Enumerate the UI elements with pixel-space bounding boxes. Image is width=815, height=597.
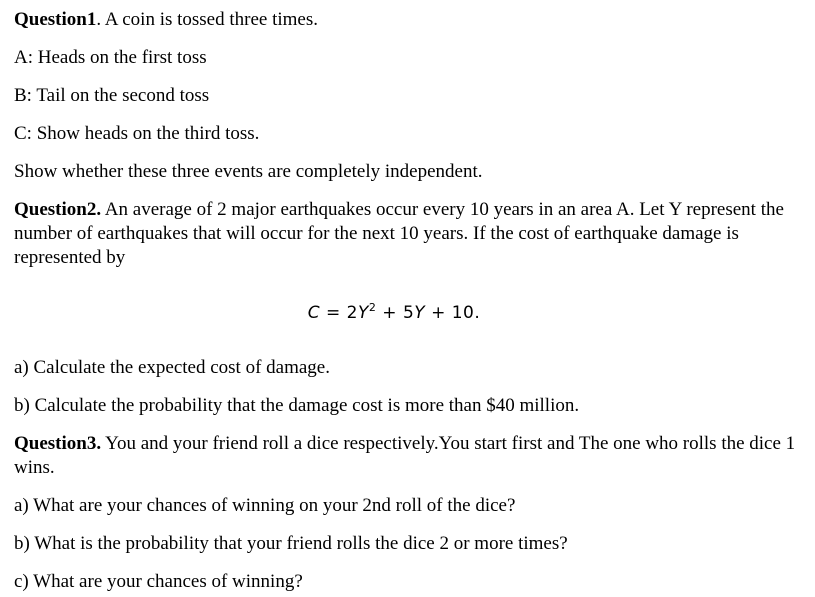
equation-plus2: + <box>431 303 446 323</box>
question3-part-b: b) What is the probability that your friend rolls the dice 2 or more times? <box>14 533 568 554</box>
question3-part-c: c) What are your chances of winning? <box>14 571 303 592</box>
question2-paragraph <box>14 198 804 270</box>
question3-paragraph <box>14 432 804 480</box>
equation-term2-var: Y <box>414 303 426 323</box>
equation-term1-exp: 2 <box>368 301 377 314</box>
question1-label: Question1 <box>14 9 97 30</box>
question1-intro: . A coin is tossed three times. <box>96 9 319 30</box>
document-body <box>14 8 804 594</box>
equation-equals: = <box>326 303 341 323</box>
question2-text: An average of 2 major earthquakes occur every 10 years in an area A. Let Y represent the number of earthquakes that will occur for the next 10 years. If the cost of earthquake damage is represented by <box>14 199 784 268</box>
question2-part-a: a) Calculate the expected cost of damage. <box>14 357 330 378</box>
equation-lhs: C <box>307 303 321 323</box>
equation-term1-coef: 2 <box>346 303 358 323</box>
question1-event-a: A: Heads on the first toss <box>14 47 207 68</box>
question1-event-b: B: Tail on the second toss <box>14 85 210 106</box>
question3-part-a: a) What are your chances of winning on your 2nd roll of the dice? <box>14 495 516 516</box>
question2-label: Question2. <box>14 199 102 220</box>
cost-equation <box>14 301 774 325</box>
question2-part-b: b) Calculate the probability that the damage cost is more than $40 million. <box>14 395 580 416</box>
equation-plus1: + <box>382 303 398 323</box>
question1-event-c: C: Show heads on the third toss. <box>14 123 260 144</box>
question3-label: Question3. <box>14 433 102 454</box>
equation-term3: 10. <box>451 303 481 323</box>
equation-term2-coef: 5 <box>402 303 415 323</box>
question3-text: You and your friend roll a dice respectively.You start first and The one who rolls the dice 1 wins. <box>14 433 796 478</box>
equation-term1-var: Y <box>357 303 369 323</box>
question1-heading <box>14 8 804 32</box>
question1-task: Show whether these three events are completely independent. <box>14 161 483 182</box>
